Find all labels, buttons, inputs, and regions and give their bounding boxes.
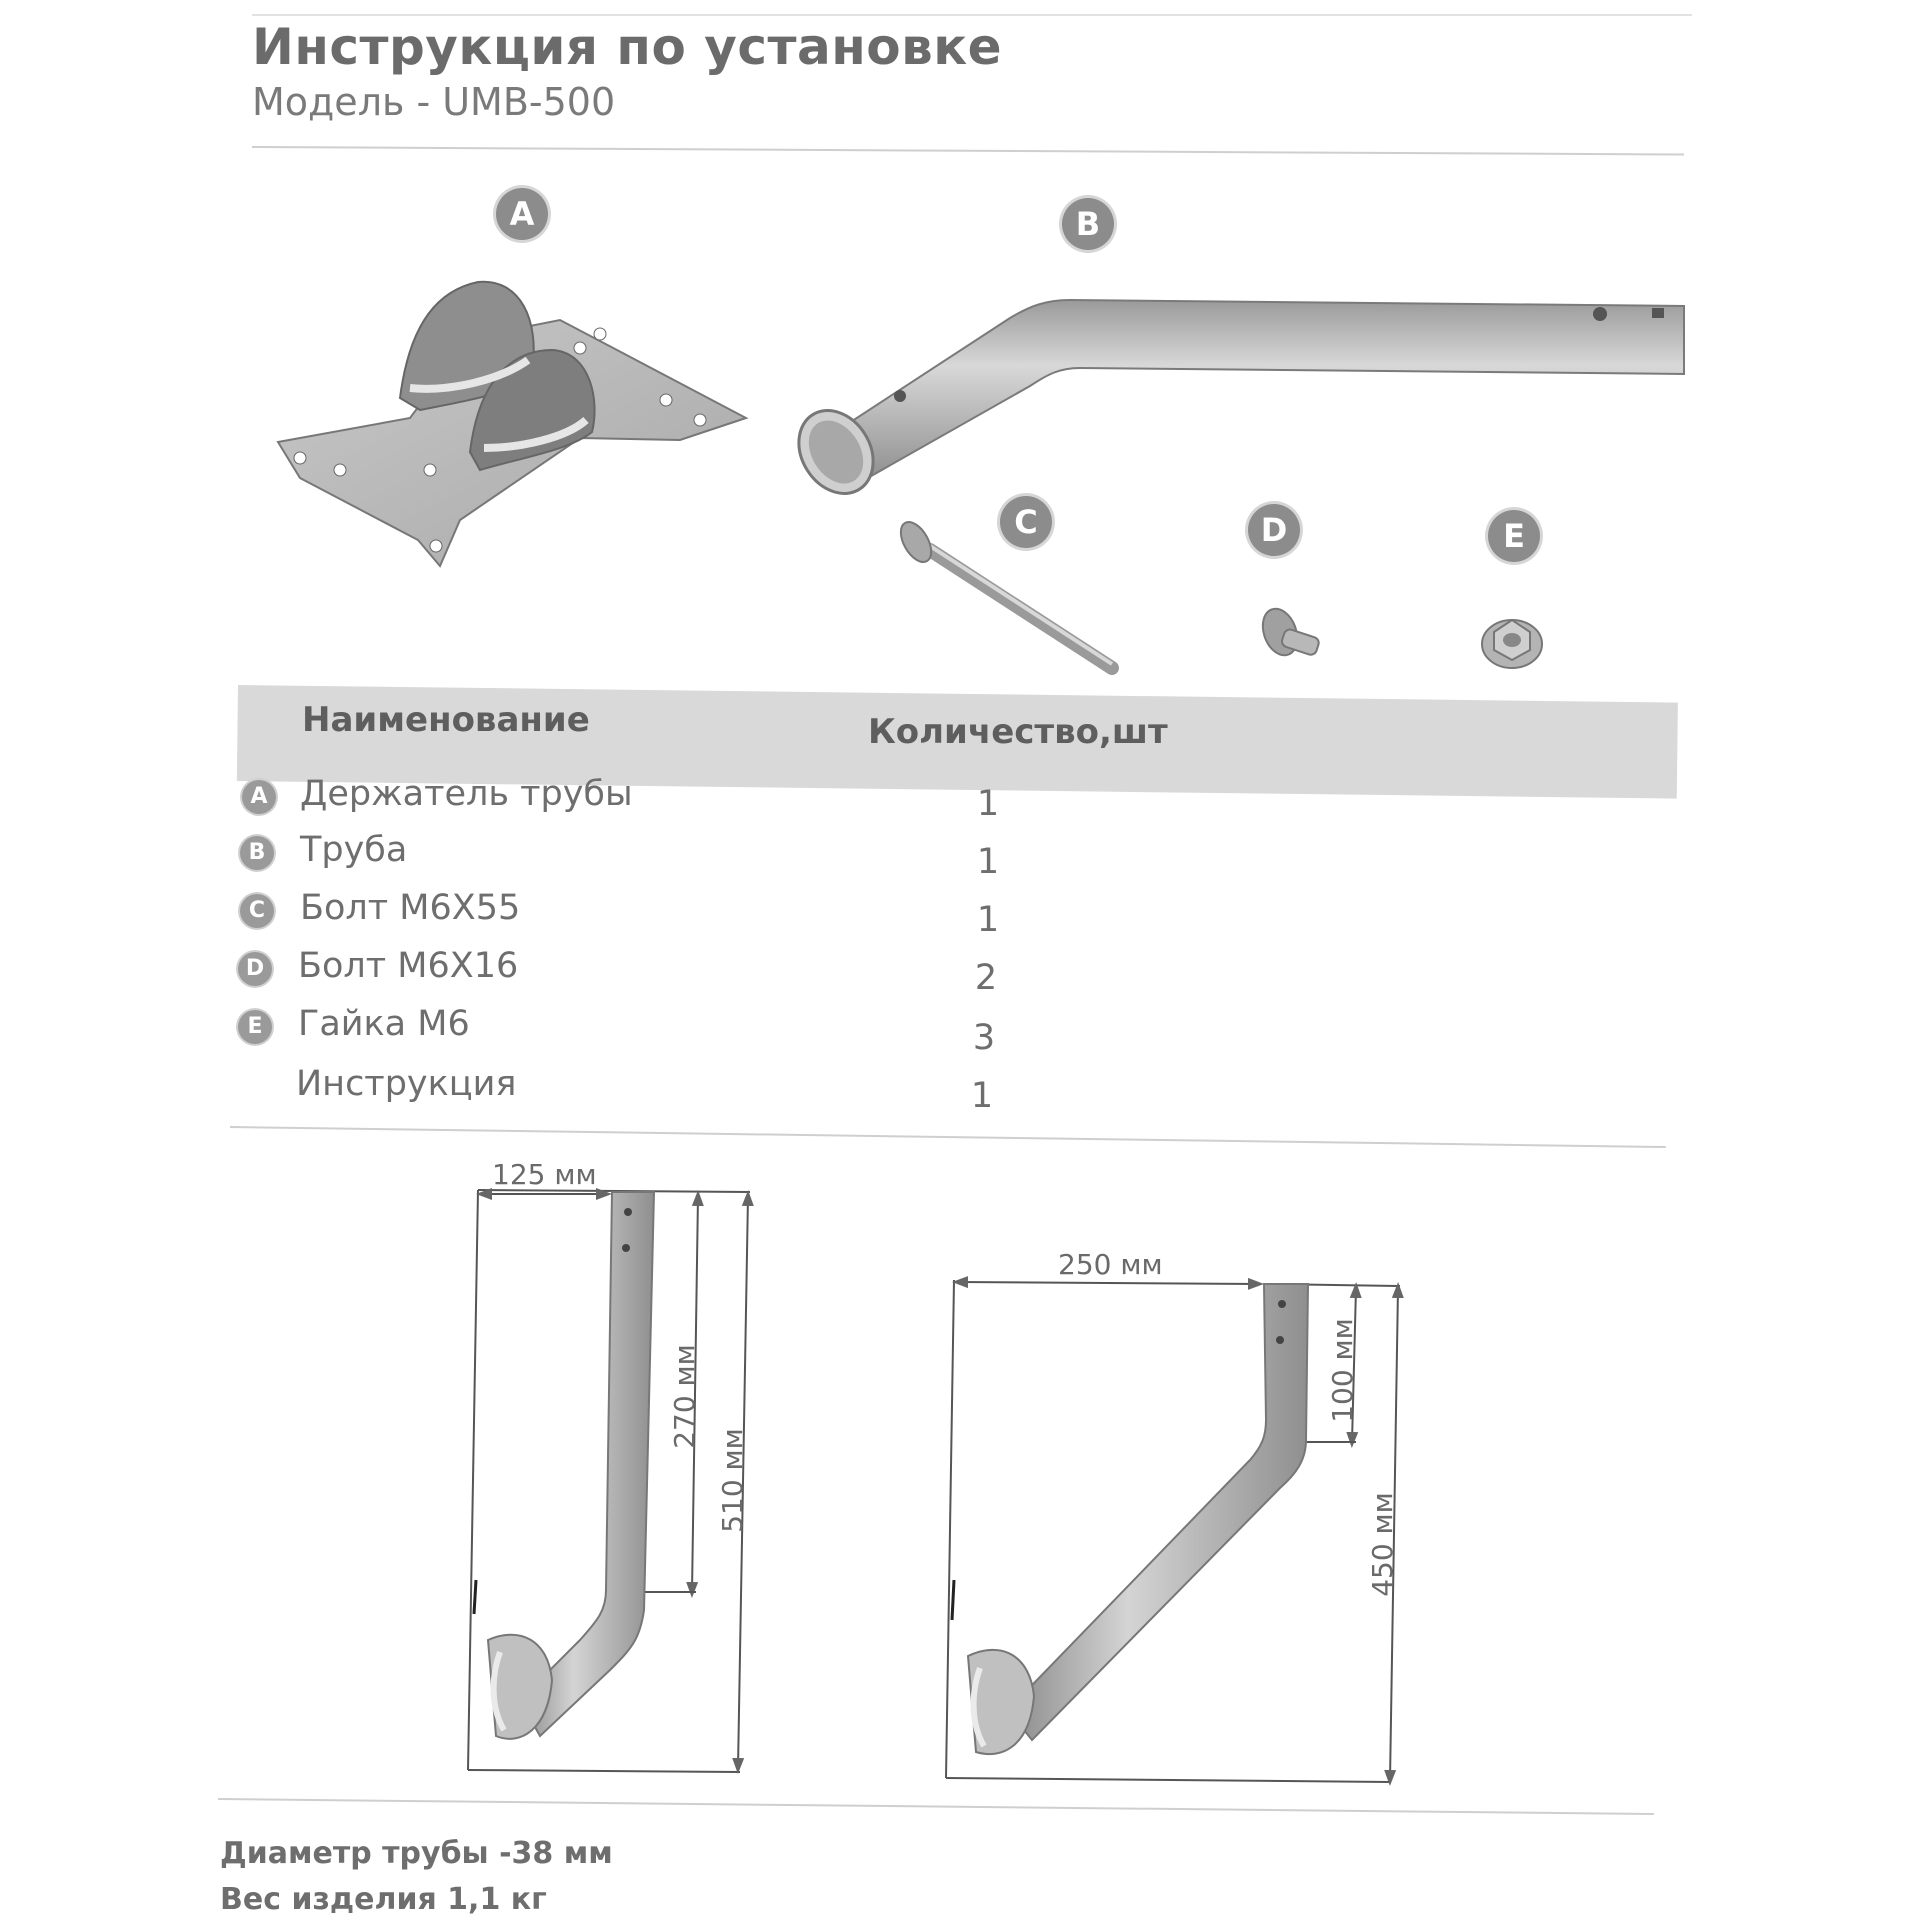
dim-right-width: 250 мм <box>1058 1248 1163 1281</box>
row-qty: 1 <box>970 1076 994 1116</box>
row-qty: 3 <box>972 1018 996 1058</box>
row-name: Труба <box>300 830 408 870</box>
column-name-header: Наименование <box>302 700 590 740</box>
pipe-diameter-note: Диаметр трубы -38 мм <box>220 1836 613 1871</box>
row-qty: 2 <box>974 958 998 998</box>
product-weight-note: Вес изделия 1,1 кг <box>220 1882 547 1917</box>
row-name: Болт M6X55 <box>300 888 521 928</box>
row-marker-a: A <box>242 780 276 814</box>
pipe-holder-icon <box>278 282 746 566</box>
dim-right-total-height: 450 мм <box>1365 1492 1399 1597</box>
row-marker-e: E <box>238 1010 272 1044</box>
row-name: Гайка M6 <box>298 1004 470 1044</box>
dimension-drawing <box>0 1140 1920 1800</box>
page-title: Инструкция по установке <box>252 18 1003 76</box>
parts-illustration <box>0 0 1920 700</box>
row-qty: 1 <box>976 900 1000 940</box>
part-a-badge: A <box>496 188 548 240</box>
row-qty: 1 <box>976 842 1000 882</box>
model-subtitle: Модель - UMB-500 <box>252 80 616 124</box>
dim-left-inner-height: 270 мм <box>667 1344 701 1449</box>
column-qty-header: Количество,шт <box>868 712 1168 752</box>
row-name: Инструкция <box>296 1064 517 1104</box>
short-mount-drawing <box>468 1190 750 1772</box>
row-name: Болт M6X16 <box>298 946 519 986</box>
dim-left-width: 125 мм <box>492 1158 597 1191</box>
part-d-badge: D <box>1248 504 1300 556</box>
row-name: Держатель трубы <box>300 774 633 814</box>
pipe-icon <box>784 300 1684 507</box>
dim-left-total-height: 510 мм <box>715 1428 749 1533</box>
part-b-badge: B <box>1062 198 1114 250</box>
part-c-badge: C <box>1000 496 1052 548</box>
part-e-badge: E <box>1488 510 1540 562</box>
dim-right-inner-height: 100 мм <box>1325 1318 1359 1423</box>
nut-icon <box>1482 620 1542 668</box>
row-qty: 1 <box>976 784 1000 824</box>
row-marker-c: C <box>240 894 274 928</box>
row-marker-b: B <box>240 836 274 870</box>
long-bolt-icon <box>895 517 1112 668</box>
row-marker-d: D <box>238 952 272 986</box>
short-bolt-icon <box>1257 604 1320 660</box>
footer-divider <box>218 1798 1654 1815</box>
